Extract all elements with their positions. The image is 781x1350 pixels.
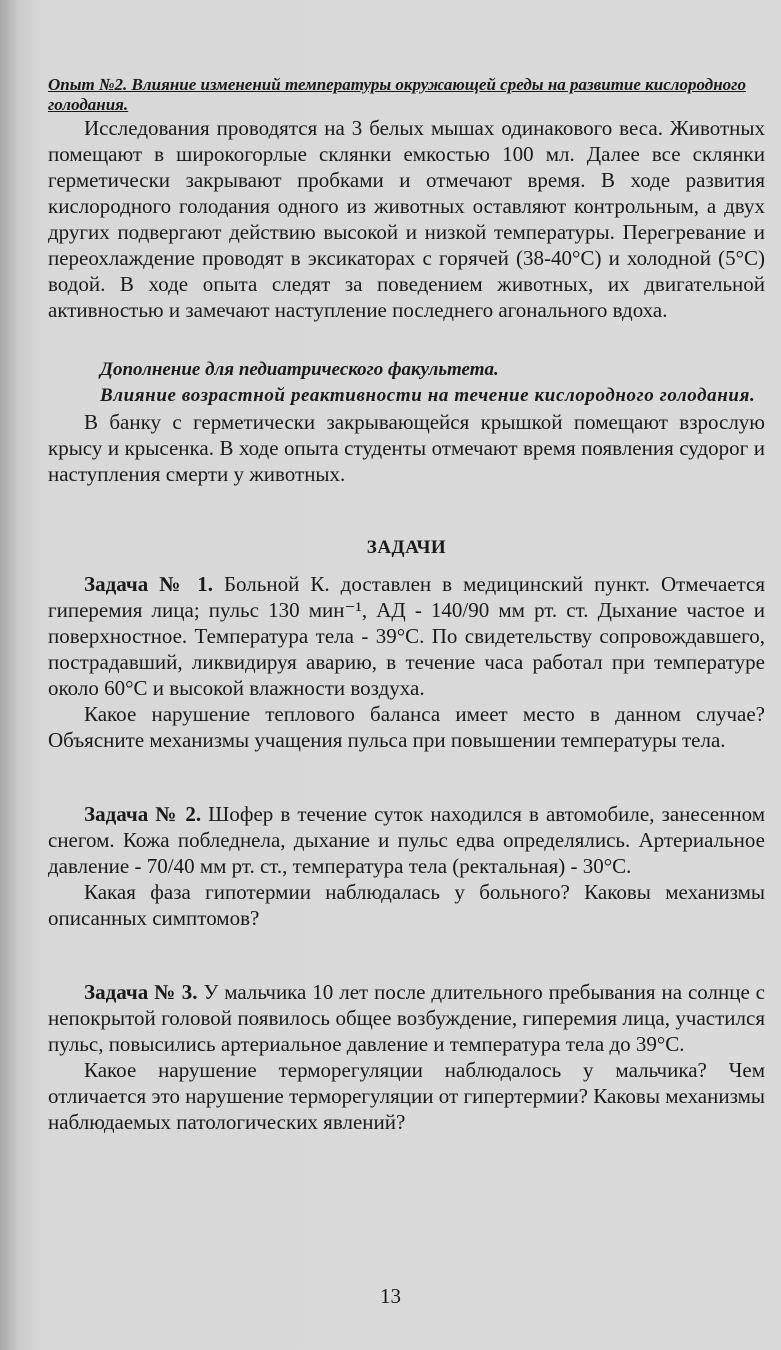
task-text: У мальчика 10 лет после длительного пребывания на солнце с непокрытой головой появилось общее возбуждение, гиперемия лица, участился пульс, повысились артериальное давление и температура тела до 39°С. <box>48 980 766 1056</box>
task-2 <box>48 801 765 931</box>
supplement-title: Дополнение для педиатрического факультета. <box>100 359 499 380</box>
supplement-subtitle: Влияние возрастной реактивности на течение кислородного голодания. <box>100 385 756 406</box>
page-number: 13 <box>380 1284 401 1308</box>
task-statement <box>48 979 765 1057</box>
experiment-body: Исследования проводятся на 3 белых мышах одинакового веса. Животных помещают в широкогорлые склянки емкостью 100 мл. Далее все склянки герметически закрывают пробками и отмечают время. В ходе развития кислородного голодания одного из животных оставляют контрольным, а двух других подвергают действию высокой и низкой температуры. Перегревание и переохлаждение проводят в эксикаторах с горячей (38-40°С) и холодной (5°С) водой. В ходе опыта следят за поведением животных, их двигательной активностью и замечают наступление последнего агонального вдоха. <box>48 116 765 322</box>
task-label: Задача № 3. <box>84 980 198 1004</box>
page-content <box>48 75 765 1135</box>
task-1 <box>48 571 765 753</box>
task-question: Какое нарушение теплового баланса имеет место в данном случае? Объясните механизмы учащения пульса при повышении температуры тела. <box>48 702 765 752</box>
supplement-body: В банку с герметически закрывающейся крышкой помещают взрослую крысу и крысенка. В ходе опыта студенты отмечают время появления судорог и наступления смерти у животных. <box>48 410 765 486</box>
task-label: Задача № 1. <box>84 572 213 596</box>
task-label: Задача № 2. <box>84 802 202 826</box>
task-text: Больной К. доставлен в медицинский пункт. Отмечается гиперемия лица; пульс 130 мин⁻¹, АД - 140/90 мм рт. ст. Дыхание частое и поверхностное. Температура тела - 39°С. По свидетельству сопровождавшего, пострадавший, ликвидируя аварию, в течение часа работал при температуре около 60°С и высокой влажности воздуха. <box>48 572 765 700</box>
experiment-title: Опыт №2. Влияние изменений температуры окружающей среды на развитие кислородного голодания. <box>48 75 746 114</box>
task-3 <box>48 979 765 1135</box>
task-text: Шофер в течение суток находился в автомобиле, занесенном снегом. Кожа побледнела, дыхание и пульс едва определялись. Артериальное давление - 70/40 мм рт. ст., температура тела (ректальная) - 30°С. <box>48 802 765 878</box>
section-title: ЗАДАЧИ <box>366 537 447 558</box>
task-statement <box>48 801 765 879</box>
task-question: Какая фаза гипотермии наблюдалась у больного? Каковы механизмы описанных симптомов? <box>48 880 765 930</box>
task-statement <box>48 571 765 701</box>
task-question: Какое нарушение терморегуляции наблюдалось у мальчика? Чем отличается это нарушение терморегуляции от гипертермии? Каковы механизмы наблюдаемых патологических явлений? <box>48 1058 765 1134</box>
